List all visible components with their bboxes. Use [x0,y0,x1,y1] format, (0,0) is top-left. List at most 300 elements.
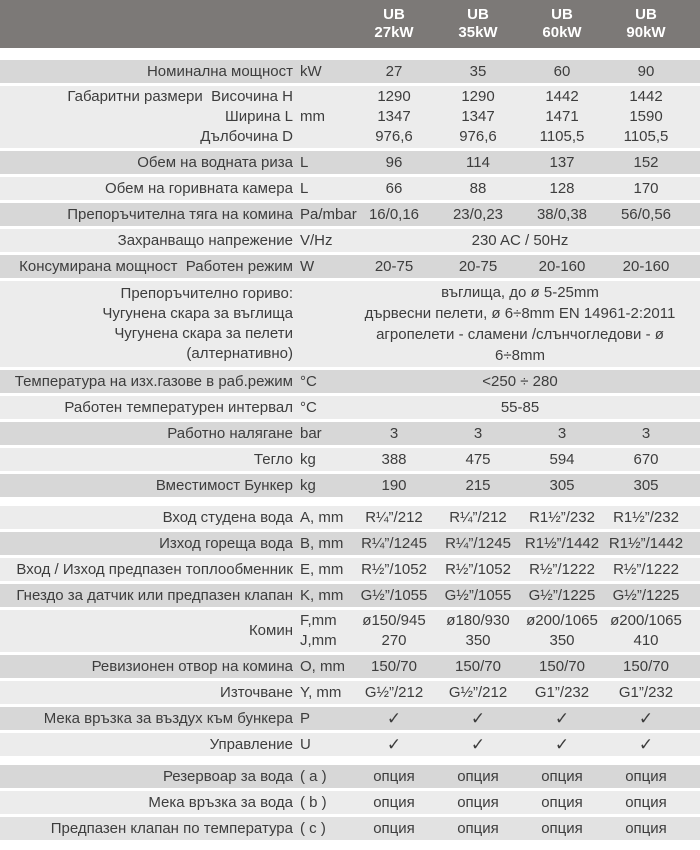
row-unit [300,450,352,470]
value-cell [352,611,436,651]
value-line: 56/0,56 [620,205,672,223]
label-line: Резервоар за вода [162,767,293,785]
value-cell [604,179,688,199]
row-label [0,257,300,277]
label-line: Обем на горивната камера [105,179,293,197]
value-cell [352,819,436,839]
value-cells [352,257,688,277]
value-cell [436,767,520,787]
table-row [0,733,700,756]
unit-line: kW [300,62,322,80]
row-label [0,62,300,82]
row-unit [300,735,352,755]
value-line: R1½”/1442 [608,534,684,552]
value-line: R1½”/232 [529,508,595,526]
value-cell [436,657,520,677]
unit-line: kg [300,476,316,494]
value-line: 305 [633,476,659,494]
label-line: Препоръчително гориво: [120,285,293,302]
label-line: Захранващо напрежение [117,231,293,249]
row-label [0,560,300,580]
value-line: 27 [385,62,403,80]
header-columns [352,6,688,42]
value-line: 170 [633,179,659,197]
value-cell [604,62,688,82]
row-label [0,767,300,787]
row-unit [300,767,352,787]
label-line: Ревизионен отвор на комина [91,657,293,675]
table-row [0,255,700,278]
value-line: ø150/945 [362,612,426,629]
value-line: 1471 [545,108,579,125]
row-unit [300,657,352,677]
value-line: 976,6 [375,128,413,145]
value-line: ✓ [470,708,486,728]
value-line: 1105,5 [539,128,585,145]
unit-line: °C [300,398,317,416]
checkmark-icon [352,735,436,755]
value-line: опция [457,819,499,837]
unit-line: L [300,179,309,197]
value-cell [520,611,604,651]
label-line: Вход / Изход предпазен топлообменник [16,560,293,578]
table-row [0,151,700,174]
row-label [0,534,300,554]
label-line: Номинална мощност [146,62,293,80]
table-row [0,506,700,529]
span-value-line: 55-85 [500,399,540,416]
value-cells [352,87,688,147]
value-line: 128 [549,179,575,197]
value-cells [352,205,688,225]
value-line: 20-75 [374,257,414,275]
value-cell [352,450,436,470]
row-unit [300,257,352,277]
value-cell [436,476,520,496]
value-cell [352,424,436,444]
value-cells [352,450,688,470]
unit-line: kg [300,450,316,468]
row-label [0,284,300,364]
row-label [0,450,300,470]
value-line: ø180/930 [446,612,510,629]
value-line: опция [541,793,583,811]
header-col-ub27 [352,6,436,42]
row-unit [300,424,352,444]
value-line: G1”/232 [534,683,590,701]
value-line: 137 [549,153,575,171]
value-line: G½”/1225 [528,586,596,604]
table-row [0,655,700,678]
checkmark-icon [604,709,688,729]
checkmark-icon [604,735,688,755]
label-line: Обем на водната риза [137,153,293,171]
table-row [0,281,700,367]
checkmark-icon [352,709,436,729]
value-cell [520,586,604,606]
value-line: ✓ [470,734,486,754]
value-cell [436,153,520,173]
value-line: 150/70 [455,657,501,675]
value-line: 90 [637,62,655,80]
value-line: опция [373,767,415,785]
value-cells [352,657,688,677]
checkmark-icon [436,709,520,729]
value-cell [352,508,436,528]
row-unit [300,508,352,528]
value-line: ø200/1065 [526,612,598,629]
value-cell [352,257,436,277]
value-line: ø200/1065 [610,612,682,629]
value-line: опция [541,819,583,837]
unit-line: ( c ) [300,819,326,837]
unit-line: K, mm [300,586,344,604]
span-value-line: агропелети - сламени /слънчогледови - ø 6÷8mm [376,326,664,364]
value-cell [436,179,520,199]
value-line: 66 [385,179,403,197]
unit-line: V/Hz [300,231,333,249]
value-cell [352,205,436,225]
row-label [0,586,300,606]
value-line: G1”/232 [618,683,674,701]
table-row [0,422,700,445]
value-cell [436,257,520,277]
value-cell [604,476,688,496]
table-row [0,448,700,471]
label-line: Работно налягане [167,424,293,442]
value-line: G½”/212 [364,683,424,701]
value-line: R1½”/1442 [524,534,600,552]
row-label [0,231,300,251]
value-line: 20-75 [458,257,498,275]
table-row [0,765,700,788]
value-cell [520,534,604,554]
header-col-ub35 [436,6,520,42]
value-cell [604,87,688,147]
value-line: 215 [465,476,491,494]
value-line: 3 [557,424,567,442]
value-cell [520,205,604,225]
row-label [0,793,300,813]
value-line: 150/70 [623,657,669,675]
value-cells [352,560,688,580]
value-cells [352,508,688,528]
label-line: Дълбочина D [200,128,293,145]
table-row [0,817,700,840]
value-line: 1442 [629,88,663,105]
table-row [0,791,700,814]
value-line: 670 [633,450,659,468]
label-line: (алтернативно) [186,345,293,362]
table-row [0,370,700,393]
table-row [0,396,700,419]
row-unit [300,709,352,729]
value-line: ✓ [638,708,654,728]
value-cell [436,508,520,528]
value-line: 35 [469,62,487,80]
row-unit [300,107,352,127]
value-cell [352,586,436,606]
value-cell [436,793,520,813]
value-cell [520,450,604,470]
row-label [0,87,300,147]
value-cells [352,586,688,606]
value-cell [520,476,604,496]
value-line: опция [625,793,667,811]
value-cell [436,87,520,147]
value-line: G½”/1055 [360,586,428,604]
span-value [352,230,688,251]
row-unit [300,611,352,651]
value-line: R½”/1222 [613,560,679,578]
header-col-brand: UB [551,6,573,23]
value-cells [352,735,688,755]
value-line: ✓ [386,734,402,754]
value-line: 190 [381,476,407,494]
unit-line: Y, mm [300,683,342,701]
value-cell [604,683,688,703]
value-cell [436,819,520,839]
unit-line: E, mm [300,560,344,578]
row-label [0,709,300,729]
value-cell [352,476,436,496]
value-line: ✓ [554,708,570,728]
row-unit [300,586,352,606]
row-unit [300,398,352,418]
value-cell [520,179,604,199]
unit-line: P [300,709,311,727]
value-line: 20-160 [538,257,586,275]
span-value-line: въглища, до ø 5-25mm [441,284,599,301]
table-row [0,584,700,607]
value-line: 150/70 [371,657,417,675]
span-value-line: <250 ÷ 280 [482,373,558,390]
value-cell [604,819,688,839]
value-line: 1290 [377,88,411,105]
span-value [352,371,688,392]
row-unit [300,153,352,173]
unit-line: O, mm [300,657,345,675]
value-cell [604,611,688,651]
value-line: 3 [641,424,651,442]
value-cells [352,819,688,839]
value-line: 350 [549,632,575,649]
value-cells [352,424,688,444]
label-line: Мека връзка за вода [148,793,293,811]
value-cell [520,153,604,173]
value-line: G½”/212 [448,683,508,701]
value-cell [352,767,436,787]
row-unit [300,62,352,82]
row-label [0,424,300,444]
value-line: опция [457,767,499,785]
value-cells [352,683,688,703]
value-line: R¼”/212 [365,508,423,526]
value-line: 20-160 [622,257,670,275]
table-body [0,60,700,840]
value-cell [604,560,688,580]
value-cell [520,560,604,580]
value-line: 976,6 [459,128,497,145]
unit-line: ( b ) [300,793,327,811]
unit-line: J,mm [300,632,337,649]
value-cell [520,819,604,839]
value-cell [604,767,688,787]
row-label [0,179,300,199]
row-label [0,657,300,677]
value-cell [520,257,604,277]
value-cell [436,424,520,444]
value-line: 594 [549,450,575,468]
table-row [0,86,700,148]
label-line: Вместимост Бункер [155,476,293,494]
value-cell [604,205,688,225]
header-col-brand: UB [467,6,489,23]
value-line: 60 [553,62,571,80]
label-line: Изход гореща вода [159,534,293,552]
value-line: R¼”/1245 [361,534,427,552]
value-line: 114 [466,153,490,171]
value-line: R1½”/232 [613,508,679,526]
value-cell [604,793,688,813]
row-unit [300,534,352,554]
row-label [0,205,300,225]
value-cells [352,793,688,813]
value-line: 23/0,23 [452,205,504,223]
value-line: 410 [633,632,659,649]
checkmark-icon [520,709,604,729]
row-label [0,621,300,641]
row-label [0,819,300,839]
value-cells [352,767,688,787]
row-unit [300,205,357,225]
value-line: G½”/1055 [444,586,512,604]
label-line: Ширина L [225,108,293,125]
value-line: 305 [549,476,575,494]
row-label [0,476,300,496]
value-cell [352,793,436,813]
value-line: 38/0,38 [536,205,588,223]
header-col-power: 60kW [542,24,582,41]
value-line: 475 [465,450,491,468]
label-line: Температура на изх.газове в раб.режим [14,372,293,390]
value-cell [352,657,436,677]
value-cell [352,179,436,199]
value-cell [604,153,688,173]
label-line: Вход студена вода [162,508,293,526]
value-cell [520,508,604,528]
value-line: ✓ [554,734,570,754]
value-cell [436,62,520,82]
value-cell [604,508,688,528]
value-cell [520,62,604,82]
row-label [0,735,300,755]
value-line: 1347 [461,108,495,125]
unit-line: Pa/mbar [300,205,357,223]
unit-line: °C [300,372,317,390]
label-line: Габаритни размери Височина H [67,88,293,105]
row-label [0,683,300,703]
unit-line: L [300,153,309,171]
span-value [352,282,688,366]
label-line: Тегло [253,450,293,468]
value-cell [352,153,436,173]
checkmark-icon [436,735,520,755]
value-cell [520,87,604,147]
value-cell [604,450,688,470]
header-col-ub90 [604,6,688,42]
unit-line: ( a ) [300,767,327,785]
value-cell [604,257,688,277]
value-line: опция [625,819,667,837]
row-unit [300,560,352,580]
value-line: 388 [381,450,407,468]
table-header [0,0,700,48]
label-line: Предпазен клапан по температура [50,819,293,837]
value-line: 16/0,16 [368,205,420,223]
value-cell [352,87,436,147]
table-row [0,558,700,581]
value-line: 152 [633,153,659,171]
value-line: 96 [385,153,403,171]
value-line: 1290 [461,88,495,105]
unit-line: U [300,735,311,753]
value-cells [352,709,688,729]
header-col-brand: UB [383,6,405,23]
label-line: Източване [220,683,293,701]
value-cell [604,534,688,554]
value-cell [436,450,520,470]
row-unit [300,231,352,251]
value-line: 3 [473,424,483,442]
header-col-brand: UB [635,6,657,23]
table-row [0,229,700,252]
label-line: Мека връзка за въздух към бункера [43,709,293,727]
value-line: R¼”/212 [449,508,507,526]
row-unit [300,683,352,703]
value-line: R½”/1052 [445,560,511,578]
row-unit [300,372,352,392]
value-cell [520,424,604,444]
unit-line: bar [300,424,322,442]
header-col-power: 90kW [626,24,666,41]
value-line: R¼”/1245 [445,534,511,552]
value-line: G½”/1225 [612,586,680,604]
table-row [0,532,700,555]
value-cell [604,586,688,606]
value-line: 150/70 [539,657,585,675]
value-cell [352,683,436,703]
value-line: 1590 [629,108,663,125]
value-cell [436,205,520,225]
table-row [0,177,700,200]
value-cell [352,534,436,554]
value-cell [520,767,604,787]
value-line: 3 [389,424,399,442]
value-cell [520,683,604,703]
value-line: опция [373,819,415,837]
row-label [0,372,300,392]
value-line: 270 [381,632,407,649]
row-label [0,398,300,418]
row-label [0,508,300,528]
value-cell [436,586,520,606]
value-line: опция [625,767,667,785]
value-cell [436,611,520,651]
header-col-power: 27kW [374,24,414,41]
row-unit [300,476,352,496]
unit-line: B, mm [300,534,344,552]
